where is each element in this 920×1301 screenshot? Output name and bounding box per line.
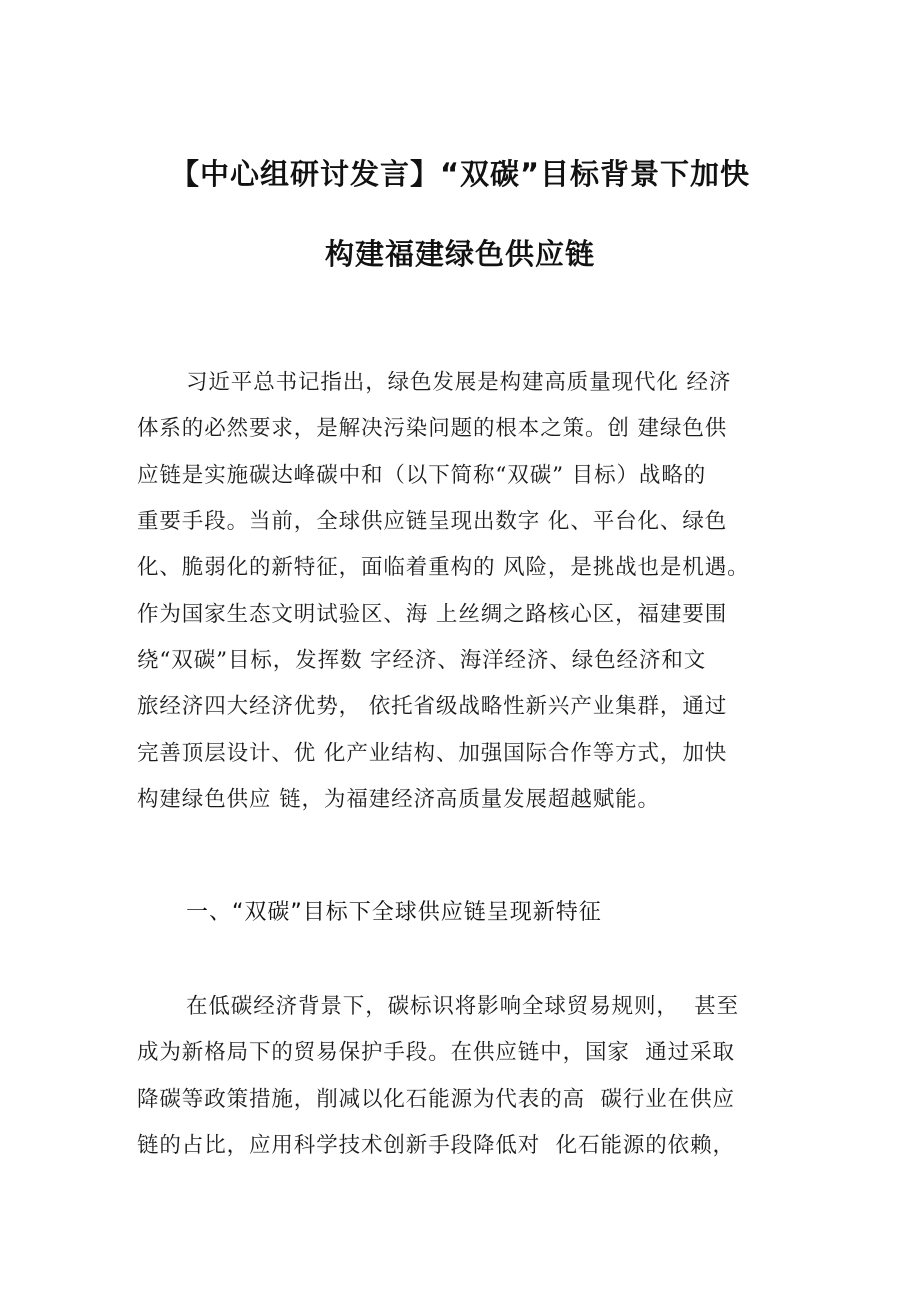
paragraph-line: 应链是实施碳达峰碳中和（以下简称“双碳” 目标）战略的 bbox=[137, 463, 707, 488]
paragraph-line: 习近平总书记指出，绿色发展是构建高质量现代化 经济 bbox=[186, 370, 732, 395]
paragraph-line: 成为新格局下的贸易保护手段。在供应链中，国家 通过采取 bbox=[137, 1040, 735, 1065]
paragraph-line: 绕“双碳”目标，发挥数 字经济、海洋经济、绿色经济和文 bbox=[137, 648, 707, 673]
paragraph-line: 重要手段。当前，全球供应链呈现出数字 化、平台化、绿色 bbox=[137, 509, 728, 534]
section-heading: 一、“双碳”目标下全球供应链呈现新特征 bbox=[186, 900, 602, 925]
paragraph-line: 在低碳经济背景下，碳标识将影响全球贸易规则， 甚至 bbox=[186, 994, 740, 1019]
document-title-line-2: 构建福建绿色供应链 bbox=[324, 237, 595, 271]
paragraph-line: 化、脆弱化的新特征，面临着重构的 风险，是挑战也是机遇。 bbox=[137, 555, 750, 580]
paragraph-line: 构建绿色供应 链，为福建经济高质量发展超越赋能。 bbox=[137, 787, 660, 812]
paragraph-line: 作为国家生态文明试验区、海 上丝绸之路核心区，福建要围 bbox=[137, 602, 728, 627]
paragraph-line: 链的占比，应用科学技术创新手段降低对 化石能源的依赖， bbox=[137, 1133, 735, 1158]
paragraph-line: 旅经济四大经济优势， 依托省级战略性新兴产业集群，通过 bbox=[137, 694, 728, 719]
paragraph-line: 体系的必然要求，是解决污染问题的根本之策。创 建绿色供 bbox=[137, 416, 728, 441]
document-title-line-1: 【中心组研讨发言】“双碳”目标背景下加快 bbox=[169, 157, 751, 191]
paragraph-line: 降碳等政策措施，削减以化石能源为代表的高 碳行业在供应 bbox=[137, 1087, 735, 1112]
paragraph-line: 完善顶层设计、优 化产业结构、加强国际合作等方式，加快 bbox=[137, 741, 728, 766]
